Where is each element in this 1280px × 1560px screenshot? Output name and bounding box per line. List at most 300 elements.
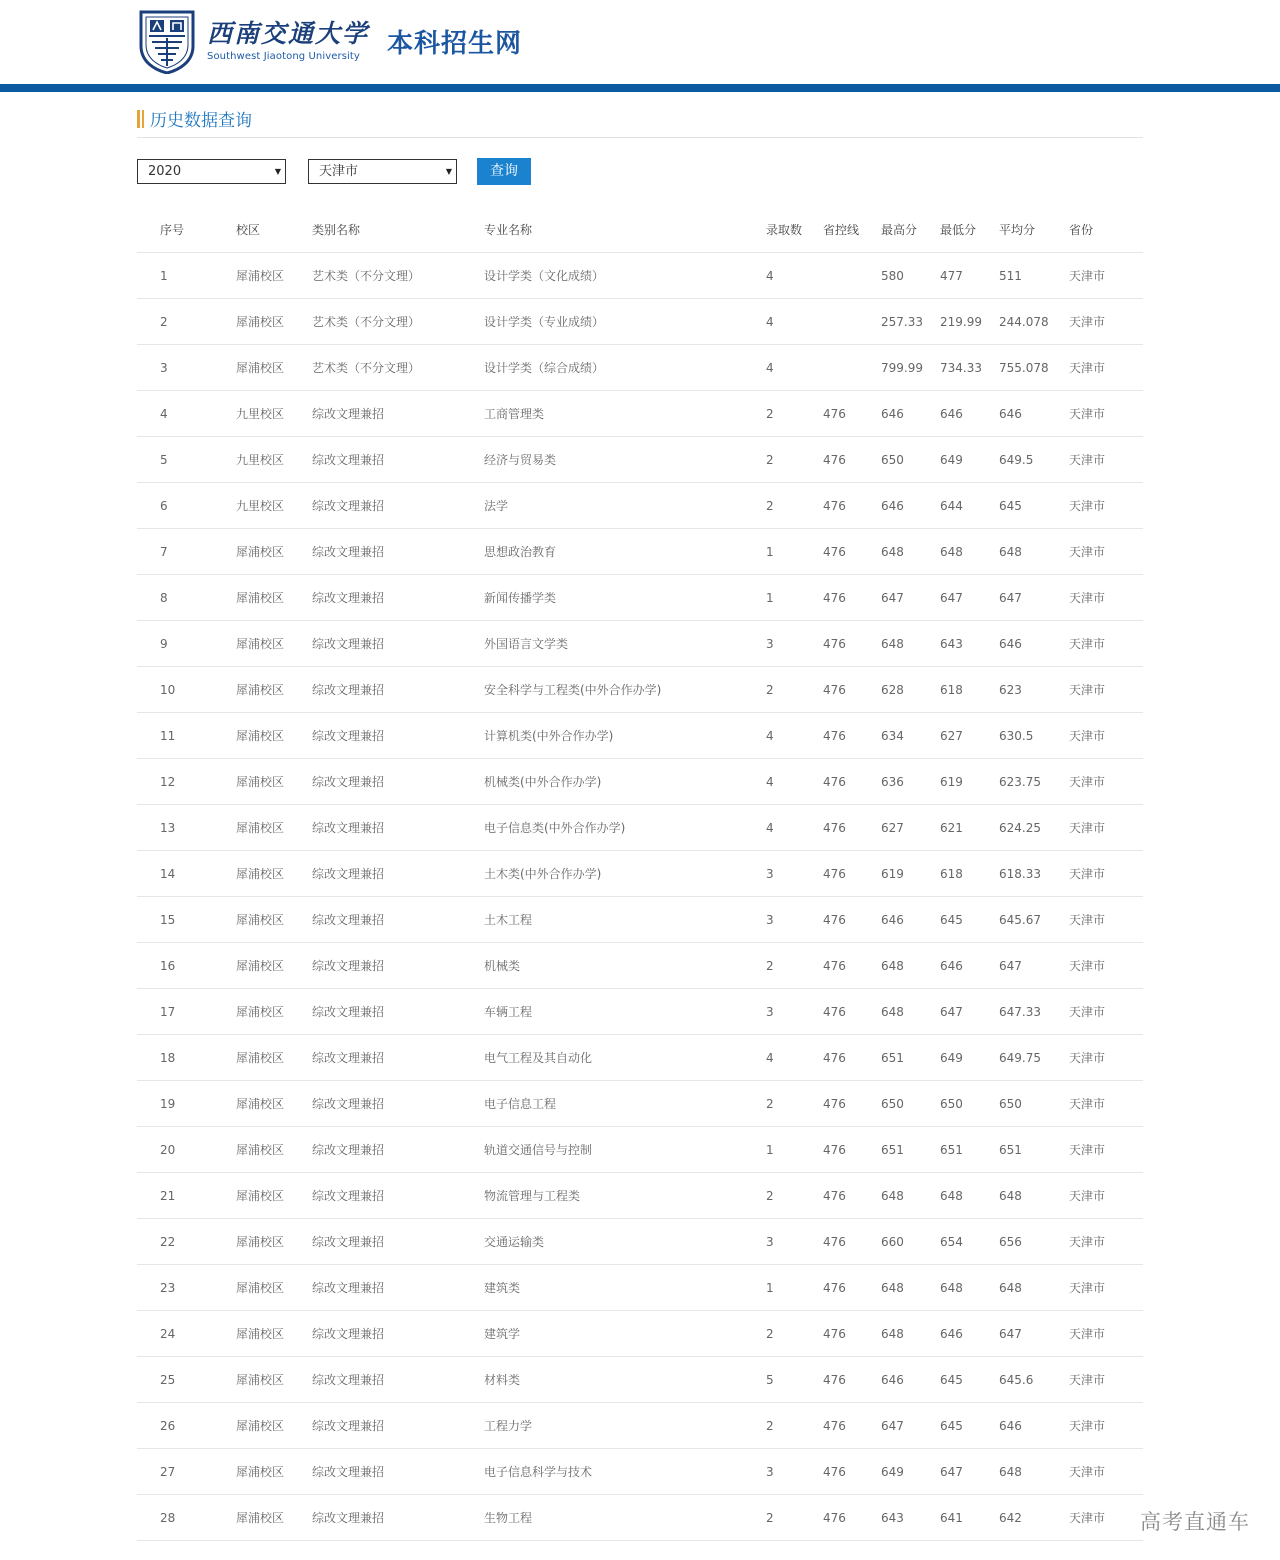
cell-admitted: 2 [766,1403,823,1449]
cell-major: 经济与贸易类 [484,437,766,483]
cell-admitted: 2 [766,1495,823,1541]
cell-control-line: 476 [823,805,881,851]
table-row [137,437,1143,483]
cell-campus: 犀浦校区 [236,1311,312,1357]
column-header-control-line: 省控线 [823,206,881,253]
cell-min-score: 646 [940,391,999,437]
cell-province: 天津市 [1069,1495,1143,1541]
cell-major: 建筑学 [484,1311,766,1357]
cell-index: 18 [137,1035,236,1081]
cell-index: 15 [137,897,236,943]
cell-min-score: 618 [940,667,999,713]
cell-index: 28 [137,1495,236,1541]
cell-category: 综改文理兼招 [312,759,484,805]
table-row [137,391,1143,437]
cell-campus: 犀浦校区 [236,1403,312,1449]
cell-control-line [823,345,881,391]
year-select[interactable] [137,159,286,184]
site-header [0,0,1280,84]
cell-max-score: 628 [881,667,940,713]
cell-index: 12 [137,759,236,805]
cell-index: 8 [137,575,236,621]
cell-max-score: 646 [881,897,940,943]
cell-max-score: 646 [881,1357,940,1403]
cell-admitted: 4 [766,805,823,851]
cell-index: 7 [137,529,236,575]
cell-max-score: 648 [881,621,940,667]
cell-province: 天津市 [1069,713,1143,759]
cell-campus: 犀浦校区 [236,345,312,391]
cell-admitted: 3 [766,1449,823,1495]
cell-major: 物流管理与工程类 [484,1173,766,1219]
cell-province: 天津市 [1069,1081,1143,1127]
cell-major: 工程力学 [484,1403,766,1449]
cell-campus: 犀浦校区 [236,713,312,759]
cell-category: 艺术类（不分文理） [312,253,484,299]
cell-major: 生物工程 [484,1495,766,1541]
column-header-province: 省份 [1069,206,1143,253]
cell-max-score: 650 [881,437,940,483]
cell-category: 综改文理兼招 [312,1081,484,1127]
cell-min-score: 654 [940,1219,999,1265]
table-row [137,621,1143,667]
cell-control-line: 476 [823,1265,881,1311]
query-form [137,158,1143,185]
cell-control-line: 476 [823,759,881,805]
table-row [137,1173,1143,1219]
cell-max-score: 648 [881,1173,940,1219]
column-header-min-score: 最低分 [940,206,999,253]
table-row [137,1219,1143,1265]
cell-admitted: 4 [766,713,823,759]
cell-max-score: 257.33 [881,299,940,345]
cell-province: 天津市 [1069,345,1143,391]
cell-avg-score: 651 [999,1127,1069,1173]
cell-province: 天津市 [1069,805,1143,851]
cell-campus: 犀浦校区 [236,1265,312,1311]
cell-avg-score: 649.5 [999,437,1069,483]
cell-campus: 犀浦校区 [236,943,312,989]
cell-avg-score: 646 [999,391,1069,437]
cell-avg-score: 649.75 [999,1035,1069,1081]
cell-category: 综改文理兼招 [312,483,484,529]
cell-province: 天津市 [1069,989,1143,1035]
table-row [137,943,1143,989]
cell-admitted: 4 [766,345,823,391]
cell-major: 车辆工程 [484,989,766,1035]
cell-category: 综改文理兼招 [312,1127,484,1173]
cell-avg-score: 623 [999,667,1069,713]
header-divider-bar [0,84,1280,92]
cell-campus: 犀浦校区 [236,253,312,299]
cell-province: 天津市 [1069,437,1143,483]
cell-campus: 犀浦校区 [236,575,312,621]
cell-major: 机械类(中外合作办学) [484,759,766,805]
cell-campus: 犀浦校区 [236,989,312,1035]
cell-province: 天津市 [1069,667,1143,713]
cell-category: 综改文理兼招 [312,1173,484,1219]
column-header-max-score: 最高分 [881,206,940,253]
cell-min-score: 646 [940,1311,999,1357]
table-row [137,1357,1143,1403]
cell-campus: 犀浦校区 [236,621,312,667]
table-row [137,1265,1143,1311]
cell-min-score: 647 [940,575,999,621]
cell-control-line [823,299,881,345]
cell-major: 设计学类（专业成绩） [484,299,766,345]
cell-admitted: 2 [766,1081,823,1127]
cell-major: 机械类 [484,943,766,989]
university-wordmark [207,19,369,63]
watermark: 高考直通车 [1140,1510,1250,1534]
cell-campus: 犀浦校区 [236,805,312,851]
table-row [137,897,1143,943]
cell-index: 19 [137,1081,236,1127]
cell-campus: 九里校区 [236,391,312,437]
cell-max-score: 648 [881,943,940,989]
cell-control-line: 476 [823,1035,881,1081]
cell-index: 11 [137,713,236,759]
cell-control-line: 476 [823,713,881,759]
cell-avg-score: 645.6 [999,1357,1069,1403]
table-row [137,1403,1143,1449]
cell-admitted: 3 [766,621,823,667]
cell-control-line: 476 [823,529,881,575]
cell-admitted: 2 [766,437,823,483]
table-row [137,345,1143,391]
cell-control-line: 476 [823,1357,881,1403]
cell-control-line: 476 [823,1311,881,1357]
cell-min-score: 219.99 [940,299,999,345]
cell-admitted: 1 [766,1265,823,1311]
cell-avg-score: 647 [999,1311,1069,1357]
cell-province: 天津市 [1069,943,1143,989]
cell-major: 电子信息科学与技术 [484,1449,766,1495]
cell-category: 综改文理兼招 [312,437,484,483]
cell-major: 材料类 [484,1357,766,1403]
cell-min-score: 649 [940,1035,999,1081]
cell-province: 天津市 [1069,759,1143,805]
cell-min-score: 649 [940,437,999,483]
cell-campus: 犀浦校区 [236,897,312,943]
cell-category: 综改文理兼招 [312,851,484,897]
cell-index: 24 [137,1311,236,1357]
cell-min-score: 734.33 [940,345,999,391]
cell-province: 天津市 [1069,529,1143,575]
cell-admitted: 3 [766,851,823,897]
query-button[interactable]: 查询 [477,158,531,185]
cell-campus: 犀浦校区 [236,759,312,805]
cell-avg-score: 647 [999,575,1069,621]
cell-province: 天津市 [1069,897,1143,943]
cell-index: 5 [137,437,236,483]
cell-control-line: 476 [823,1081,881,1127]
cell-max-score: 648 [881,529,940,575]
cell-avg-score: 618.33 [999,851,1069,897]
cell-max-score: 647 [881,575,940,621]
cell-campus: 犀浦校区 [236,851,312,897]
cell-major: 土木工程 [484,897,766,943]
cell-province: 天津市 [1069,299,1143,345]
university-name-en: Southwest Jiaotong University [207,51,360,62]
cell-province: 天津市 [1069,1035,1143,1081]
table-row [137,253,1143,299]
cell-index: 23 [137,1265,236,1311]
cell-admitted: 5 [766,1357,823,1403]
cell-control-line: 476 [823,989,881,1035]
cell-max-score: 799.99 [881,345,940,391]
cell-major: 设计学类（综合成绩） [484,345,766,391]
cell-major: 建筑类 [484,1265,766,1311]
cell-province: 天津市 [1069,1311,1143,1357]
cell-min-score: 619 [940,759,999,805]
cell-category: 综改文理兼招 [312,1449,484,1495]
cell-control-line: 476 [823,667,881,713]
cell-index: 10 [137,667,236,713]
cell-admitted: 2 [766,943,823,989]
cell-major: 计算机类(中外合作办学) [484,713,766,759]
cell-admitted: 2 [766,1311,823,1357]
cell-admitted: 2 [766,391,823,437]
cell-province: 天津市 [1069,1357,1143,1403]
cell-avg-score: 648 [999,529,1069,575]
cell-index: 27 [137,1449,236,1495]
cell-control-line: 476 [823,483,881,529]
cell-min-score: 648 [940,529,999,575]
admission-history-table [137,206,1143,1541]
cell-category: 综改文理兼招 [312,713,484,759]
table-row [137,989,1143,1035]
cell-province: 天津市 [1069,483,1143,529]
cell-index: 26 [137,1403,236,1449]
cell-index: 2 [137,299,236,345]
cell-avg-score: 645.67 [999,897,1069,943]
cell-min-score: 627 [940,713,999,759]
cell-avg-score: 623.75 [999,759,1069,805]
cell-admitted: 1 [766,575,823,621]
province-select[interactable] [308,159,457,184]
table-row [137,1495,1143,1541]
cell-min-score: 651 [940,1127,999,1173]
cell-max-score: 646 [881,483,940,529]
cell-max-score: 646 [881,391,940,437]
cell-avg-score: 630.5 [999,713,1069,759]
cell-admitted: 4 [766,253,823,299]
column-header-campus: 校区 [236,206,312,253]
cell-province: 天津市 [1069,621,1143,667]
cell-category: 综改文理兼招 [312,1311,484,1357]
cell-category: 艺术类（不分文理） [312,299,484,345]
cell-avg-score: 648 [999,1449,1069,1495]
cell-control-line: 476 [823,943,881,989]
cell-avg-score: 647.33 [999,989,1069,1035]
cell-province: 天津市 [1069,1173,1143,1219]
cell-min-score: 618 [940,851,999,897]
logo-link[interactable] [137,8,522,74]
cell-major: 轨道交通信号与控制 [484,1127,766,1173]
dropdown-arrow-icon: ▼ [445,167,452,176]
cell-campus: 九里校区 [236,437,312,483]
province-select-value: 天津市 [319,164,359,179]
cell-control-line: 476 [823,851,881,897]
cell-control-line: 476 [823,1403,881,1449]
cell-min-score: 643 [940,621,999,667]
table-row [137,299,1143,345]
cell-max-score: 648 [881,989,940,1035]
cell-admitted: 3 [766,989,823,1035]
table-row [137,1449,1143,1495]
cell-index: 1 [137,253,236,299]
table-row [137,1035,1143,1081]
cell-campus: 犀浦校区 [236,1219,312,1265]
cell-max-score: 648 [881,1311,940,1357]
cell-index: 4 [137,391,236,437]
cell-major: 电子信息类(中外合作办学) [484,805,766,851]
cell-control-line: 476 [823,437,881,483]
cell-min-score: 650 [940,1081,999,1127]
university-crest-icon [137,8,197,74]
cell-campus: 犀浦校区 [236,1449,312,1495]
cell-category: 综改文理兼招 [312,989,484,1035]
cell-avg-score: 650 [999,1081,1069,1127]
table-row [137,1081,1143,1127]
cell-campus: 犀浦校区 [236,1127,312,1173]
cell-category: 综改文理兼招 [312,621,484,667]
cell-min-score: 648 [940,1265,999,1311]
cell-min-score: 647 [940,1449,999,1495]
table-body [137,253,1143,1541]
year-select-value: 2020 [148,164,182,179]
column-header-index: 序号 [137,206,236,253]
cell-avg-score: 244.078 [999,299,1069,345]
cell-campus: 犀浦校区 [236,299,312,345]
cell-index: 20 [137,1127,236,1173]
cell-campus: 犀浦校区 [236,1357,312,1403]
cell-max-score: 634 [881,713,940,759]
column-header-avg-score: 平均分 [999,206,1069,253]
cell-control-line: 476 [823,1219,881,1265]
cell-min-score: 641 [940,1495,999,1541]
cell-control-line: 476 [823,621,881,667]
cell-min-score: 621 [940,805,999,851]
cell-min-score: 477 [940,253,999,299]
cell-control-line: 476 [823,897,881,943]
cell-avg-score: 755.078 [999,345,1069,391]
cell-avg-score: 511 [999,253,1069,299]
cell-avg-score: 648 [999,1265,1069,1311]
dropdown-arrow-icon: ▼ [274,167,281,176]
cell-max-score: 651 [881,1127,940,1173]
section-title: 历史数据查询 [150,111,252,131]
cell-campus: 犀浦校区 [236,1173,312,1219]
cell-max-score: 648 [881,1265,940,1311]
cell-campus: 九里校区 [236,483,312,529]
cell-admitted: 1 [766,1127,823,1173]
cell-category: 综改文理兼招 [312,529,484,575]
cell-major: 外国语言文学类 [484,621,766,667]
cell-avg-score: 648 [999,1173,1069,1219]
cell-max-score: 619 [881,851,940,897]
table-row [137,1311,1143,1357]
cell-admitted: 2 [766,667,823,713]
cell-campus: 犀浦校区 [236,529,312,575]
cell-max-score: 651 [881,1035,940,1081]
cell-control-line: 476 [823,1449,881,1495]
cell-max-score: 649 [881,1449,940,1495]
table-row [137,667,1143,713]
cell-admitted: 4 [766,759,823,805]
cell-category: 综改文理兼招 [312,391,484,437]
cell-index: 6 [137,483,236,529]
table-row [137,713,1143,759]
cell-category: 综改文理兼招 [312,1219,484,1265]
cell-major: 工商管理类 [484,391,766,437]
cell-category: 综改文理兼招 [312,1495,484,1541]
cell-category: 综改文理兼招 [312,667,484,713]
column-header-category: 类别名称 [312,206,484,253]
cell-province: 天津市 [1069,391,1143,437]
cell-avg-score: 642 [999,1495,1069,1541]
cell-min-score: 645 [940,897,999,943]
cell-min-score: 644 [940,483,999,529]
cell-campus: 犀浦校区 [236,1495,312,1541]
cell-index: 14 [137,851,236,897]
cell-campus: 犀浦校区 [236,667,312,713]
cell-province: 天津市 [1069,1403,1143,1449]
cell-major: 电子信息工程 [484,1081,766,1127]
cell-max-score: 636 [881,759,940,805]
cell-province: 天津市 [1069,851,1143,897]
cell-category: 艺术类（不分文理） [312,345,484,391]
cell-control-line: 476 [823,1173,881,1219]
cell-major: 新闻传播学类 [484,575,766,621]
table-row [137,529,1143,575]
cell-major: 电气工程及其自动化 [484,1035,766,1081]
table-row [137,483,1143,529]
cell-major: 设计学类（文化成绩） [484,253,766,299]
cell-min-score: 648 [940,1173,999,1219]
cell-avg-score: 646 [999,1403,1069,1449]
cell-avg-score: 645 [999,483,1069,529]
cell-max-score: 580 [881,253,940,299]
cell-campus: 犀浦校区 [236,1035,312,1081]
table-row [137,1127,1143,1173]
cell-major: 安全科学与工程类(中外合作办学) [484,667,766,713]
cell-major: 交通运输类 [484,1219,766,1265]
section-accent-bar [137,110,142,128]
cell-province: 天津市 [1069,253,1143,299]
cell-category: 综改文理兼招 [312,1403,484,1449]
cell-index: 16 [137,943,236,989]
cell-index: 25 [137,1357,236,1403]
section-header [137,100,1143,138]
cell-avg-score: 646 [999,621,1069,667]
cell-index: 13 [137,805,236,851]
cell-avg-score: 647 [999,943,1069,989]
cell-control-line: 476 [823,575,881,621]
table-row [137,851,1143,897]
cell-admitted: 3 [766,897,823,943]
cell-min-score: 646 [940,943,999,989]
cell-major: 思想政治教育 [484,529,766,575]
cell-admitted: 1 [766,529,823,575]
column-header-admitted: 录取数 [766,206,823,253]
cell-admitted: 4 [766,1035,823,1081]
cell-province: 天津市 [1069,575,1143,621]
cell-max-score: 650 [881,1081,940,1127]
cell-province: 天津市 [1069,1127,1143,1173]
cell-campus: 犀浦校区 [236,1081,312,1127]
